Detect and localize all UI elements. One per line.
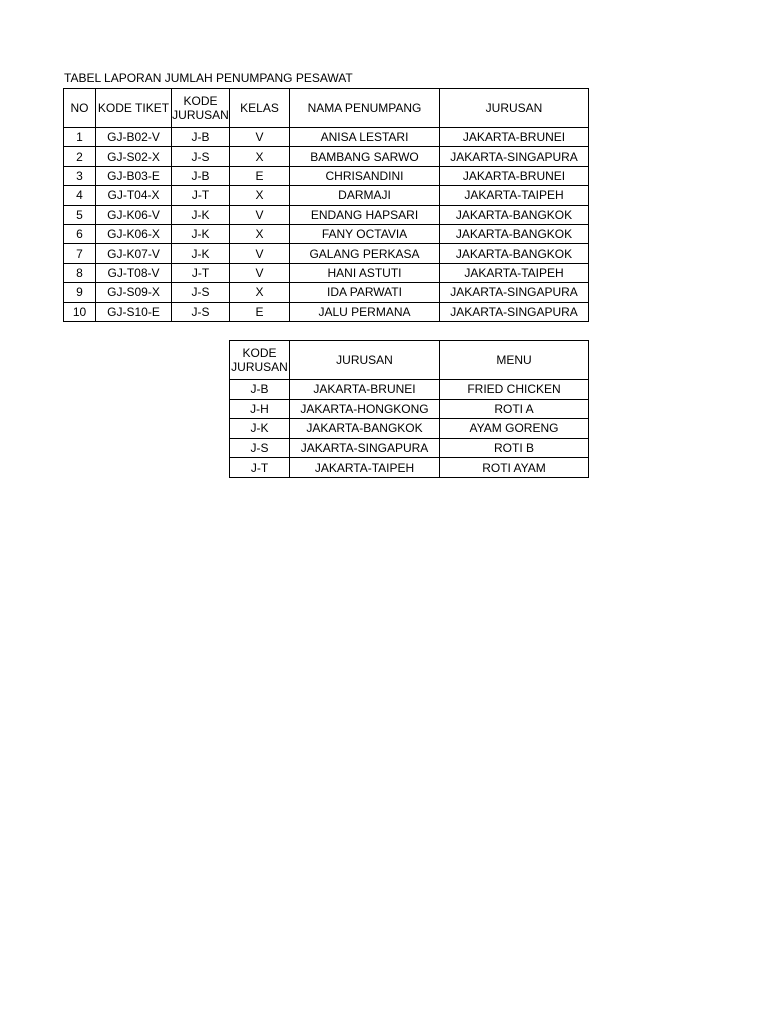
cell-kode-tiket: GJ-K06-V (96, 205, 172, 224)
cell-nama-penumpang: CHRISANDINI (290, 166, 440, 185)
header-kode-tiket: KODE TIKET (96, 89, 172, 128)
cell-no: 2 (64, 147, 96, 166)
cell-kode-tiket: GJ-T04-X (96, 186, 172, 205)
cell-no: 6 (64, 224, 96, 243)
table-row (64, 205, 589, 224)
header-kode-jurusan: KODE JURUSAN (230, 341, 290, 380)
report-title: TABEL LAPORAN JUMLAH PENUMPANG PESAWAT (64, 71, 353, 85)
table-row (230, 419, 589, 439)
cell-kelas: X (230, 147, 290, 166)
header-no: NO (64, 89, 96, 128)
cell-kode-jurusan: J-B (172, 166, 230, 185)
table-row (64, 302, 589, 321)
cell-kelas: X (230, 224, 290, 243)
cell-menu: ROTI A (440, 399, 589, 419)
cell-nama-penumpang: HANI ASTUTI (290, 263, 440, 282)
cell-kelas: V (230, 205, 290, 224)
cell-no: 5 (64, 205, 96, 224)
cell-no: 1 (64, 128, 96, 147)
cell-kode-jurusan: J-B (230, 380, 290, 400)
cell-jurusan: JAKARTA-BRUNEI (290, 380, 440, 400)
cell-jurusan: JAKARTA-BRUNEI (440, 128, 589, 147)
cell-menu: AYAM GORENG (440, 419, 589, 439)
table-row (64, 244, 589, 263)
header-kode-jurusan: KODE JURUSAN (172, 89, 230, 128)
cell-kode-jurusan: J-S (172, 283, 230, 302)
table-row (64, 128, 589, 147)
cell-no: 9 (64, 283, 96, 302)
cell-jurusan: JAKARTA-BRUNEI (440, 166, 589, 185)
passenger-report-table (63, 88, 589, 322)
cell-no: 10 (64, 302, 96, 321)
cell-no: 7 (64, 244, 96, 263)
cell-kode-tiket: GJ-B02-V (96, 128, 172, 147)
cell-nama-penumpang: ENDANG HAPSARI (290, 205, 440, 224)
cell-jurusan: JAKARTA-TAIPEH (440, 263, 589, 282)
table-header-row (230, 341, 589, 380)
cell-kode-jurusan: J-S (230, 438, 290, 458)
cell-menu: FRIED CHICKEN (440, 380, 589, 400)
table-row (64, 263, 589, 282)
cell-kode-tiket: GJ-S10-E (96, 302, 172, 321)
header-jurusan: JURUSAN (290, 341, 440, 380)
cell-kode-jurusan: J-S (172, 302, 230, 321)
header-jurusan: JURUSAN (440, 89, 589, 128)
route-menu-table (229, 340, 589, 478)
cell-kode-jurusan: J-K (172, 244, 230, 263)
cell-kelas: X (230, 186, 290, 205)
main-table-body (64, 128, 589, 322)
cell-no: 3 (64, 166, 96, 185)
table-row (64, 224, 589, 243)
cell-kode-jurusan: J-K (172, 205, 230, 224)
cell-kelas: V (230, 244, 290, 263)
table-header-row (64, 89, 589, 128)
header-nama-penumpang: NAMA PENUMPANG (290, 89, 440, 128)
cell-kode-tiket: GJ-S02-X (96, 147, 172, 166)
cell-kode-jurusan: J-S (172, 147, 230, 166)
cell-jurusan: JAKARTA-SINGAPURA (440, 147, 589, 166)
header-kelas: KELAS (230, 89, 290, 128)
cell-jurusan: JAKARTA-HONGKONG (290, 399, 440, 419)
cell-kode-tiket: GJ-S09-X (96, 283, 172, 302)
table-row (64, 147, 589, 166)
cell-nama-penumpang: IDA PARWATI (290, 283, 440, 302)
cell-kode-jurusan: J-K (172, 224, 230, 243)
cell-kode-jurusan: J-T (230, 458, 290, 478)
table-row (230, 458, 589, 478)
header-menu: MENU (440, 341, 589, 380)
table-row (64, 166, 589, 185)
cell-kode-jurusan: J-K (230, 419, 290, 439)
cell-jurusan: JAKARTA-BANGKOK (440, 224, 589, 243)
cell-jurusan: JAKARTA-BANGKOK (440, 205, 589, 224)
cell-kelas: V (230, 128, 290, 147)
cell-kode-jurusan: J-T (172, 263, 230, 282)
cell-kode-tiket: GJ-T08-V (96, 263, 172, 282)
cell-nama-penumpang: DARMAJI (290, 186, 440, 205)
cell-menu: ROTI AYAM (440, 458, 589, 478)
cell-nama-penumpang: ANISA LESTARI (290, 128, 440, 147)
cell-jurusan: JAKARTA-TAIPEH (290, 458, 440, 478)
cell-nama-penumpang: BAMBANG SARWO (290, 147, 440, 166)
cell-no: 4 (64, 186, 96, 205)
table-row (230, 399, 589, 419)
table-row (230, 438, 589, 458)
cell-jurusan: JAKARTA-BANGKOK (440, 244, 589, 263)
cell-kode-tiket: GJ-K07-V (96, 244, 172, 263)
cell-jurusan: JAKARTA-TAIPEH (440, 186, 589, 205)
cell-kode-tiket: GJ-K06-X (96, 224, 172, 243)
table-row (64, 283, 589, 302)
cell-kelas: V (230, 263, 290, 282)
cell-nama-penumpang: JALU PERMANA (290, 302, 440, 321)
cell-kode-jurusan: J-B (172, 128, 230, 147)
cell-kode-tiket: GJ-B03-E (96, 166, 172, 185)
cell-kelas: E (230, 166, 290, 185)
cell-jurusan: JAKARTA-SINGAPURA (440, 302, 589, 321)
cell-menu: ROTI B (440, 438, 589, 458)
cell-kode-jurusan: J-T (172, 186, 230, 205)
table-row (64, 186, 589, 205)
table-row (230, 380, 589, 400)
cell-no: 8 (64, 263, 96, 282)
cell-kelas: E (230, 302, 290, 321)
lookup-table-body (230, 380, 589, 478)
cell-jurusan: JAKARTA-SINGAPURA (290, 438, 440, 458)
cell-jurusan: JAKARTA-SINGAPURA (440, 283, 589, 302)
cell-jurusan: JAKARTA-BANGKOK (290, 419, 440, 439)
cell-kode-jurusan: J-H (230, 399, 290, 419)
cell-nama-penumpang: FANY OCTAVIA (290, 224, 440, 243)
cell-nama-penumpang: GALANG PERKASA (290, 244, 440, 263)
cell-kelas: X (230, 283, 290, 302)
